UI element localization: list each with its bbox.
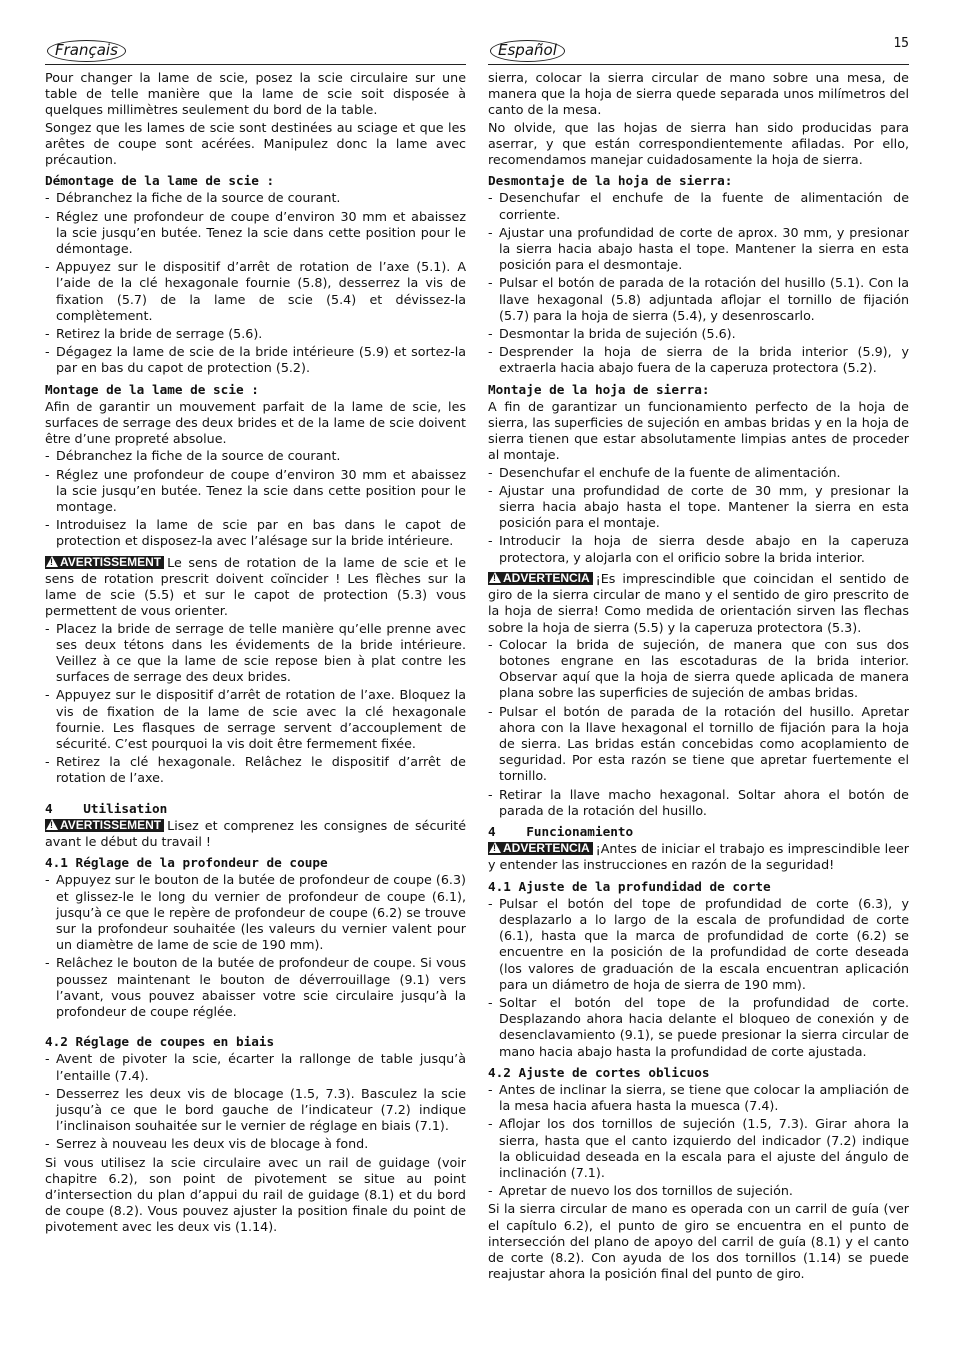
list-item: - Ajustar una profundidad de corte de aprox. 30 mm, y presionar la sierra hacia abajo hasta el tope. Mantener la sierra en esta posición para el desmontaje. [488, 225, 909, 274]
language-label: Español [490, 40, 565, 62]
list-item: - Colocar la brida de sujeción, de manera que con sus dos botones engrane en las escotaduras de la brida interior. Observar aquí que la hoja de sierra quede aplicada de manera plana sobre las superficies de sujeción de ambas bridas. [488, 637, 909, 702]
list-item: - Antes de inclinar la sierra, se tiene que colocar la ampliación de la mesa hacia afuera hasta la muesca (7.4). [488, 1082, 909, 1114]
list-item: - Desenchufar el enchufe de la fuente de alimentación de corriente. [488, 190, 909, 222]
list-item: - Apretar de nuevo los dos tornillos de sujeción. [488, 1183, 909, 1199]
section-heading: Montaje de la hoja de sierra: [488, 381, 710, 397]
list-item: - Retirez la bride de serrage (5.6). [45, 326, 466, 342]
list-item: - Serrez à nouveau les deux vis de blocage à fond. [45, 1136, 466, 1152]
warning-paragraph [488, 841, 909, 873]
subsection-heading: 4.1 Réglage de la profondeur de coupe [45, 855, 328, 871]
list-item: - Réglez une profondeur de coupe d’environ 30 mm et abaissez la scie jusqu’en butée. Tenez la scie dans cette position pour le montage. [45, 467, 466, 516]
subsection-heading: 4.2 Réglage de coupes en biais [45, 1034, 275, 1050]
column-spanish [488, 40, 909, 1283]
intro-paragraph: sierra, colocar la sierra circular de mano sobre una mesa, de manera que la hoja de sierra quede separada unos milímetros del canto de la mesa. [488, 70, 909, 118]
list-item: - Pulsar el botón de parada de la rotación del husillo (5.1). Con la llave hexagonal (5.8) adjuntada aflojar el tornillo de fijación (5.7) para la hoja de sierra (5.4), y desenroscarlo. [488, 275, 909, 324]
section-heading: Montage de la lame de scie : [45, 381, 259, 397]
page-number: 15 [893, 36, 909, 51]
subsection-heading: 4.1 Ajuste de la profundidad de corte [488, 878, 771, 894]
warning-text: Le sens de rotation de la lame de scie et le sens de rotation prescrit doivent coïncider ! Les flèches sur la lame de scie (5.5) et sur le capot de protection (5.3) vous permettent de vous orienter. [45, 554, 466, 619]
column-french [45, 40, 466, 1237]
list-item: - Placez la bride de serrage de telle manière qu’elle prenne avec ses deux tétons dans les évidements de la bride intérieure. Veillez à ce que la lame de scie repose bien à plat contre les surfaces de serrage des deux brides. [45, 621, 466, 686]
list-item: - Retirez la clé hexagonale. Relâchez le dispositif d’arrêt de rotation de l’axe. [45, 754, 466, 786]
language-label: Français [47, 40, 126, 62]
list-item: - Retirar la llave macho hexagonal. Soltar ahora el botón de parada de la rotación del husillo. [488, 787, 909, 819]
body-paragraph: Afin de garantir un mouvement parfait de la lame de scie, les surfaces de serrage des deux brides et de la lame de scie doivent être d’une propreté absolue. [45, 398, 466, 447]
section-heading: 4 Utilisation [45, 800, 168, 816]
warning-label: ADVERTENCIA [503, 841, 590, 856]
intro-paragraph: Pour changer la lame de scie, posez la scie circulaire sur une table de telle manière que la lame de scie soit disposée à quelques millimètres seulement du bord de la table. [45, 70, 466, 118]
language-header [45, 40, 466, 65]
list-item: - Pulsar el botón del tope de profundidad de corte (6.3), y desplazarlo a lo largo de la escala de profundidad de corte (6.1), hasta que la marca de profundidad de corte (6.2) se encuentre en la posición de la profundidad de corte deseada (los valores de graduación de la escala encuentran aplicación para un diámetro de hoja de sierra de 190 mm). [488, 896, 909, 993]
list-item: - Desprender la hoja de sierra de la brida interior (5.9), y extraerla hacia abajo fuera de la caperuza protectora (5.2). [488, 344, 909, 376]
warning-paragraph [45, 555, 466, 620]
list-item: - Ajustar una profundidad de corte de 30 mm, y presionar la sierra hacia abajo hasta el tope. Mantener la sierra en esta posición para el montaje. [488, 483, 909, 532]
list-item: - Réglez une profondeur de coupe d’environ 30 mm et abaissez la scie jusqu’en butée. Tenez la scie dans cette position pour le démontage. [45, 209, 466, 258]
list-item: - Avent de pivoter la scie, écarter la rallonge de table jusqu’à l’entaille (7.4). [45, 1051, 466, 1083]
warning-label: AVERTISSEMENT [60, 817, 162, 832]
language-header [488, 40, 909, 65]
warning-badge [45, 819, 164, 832]
list-item: - Aflojar los dos tornillos de sujeción (1.5, 7.3). Girar ahora la sierra, hasta que el canto izquierdo del indicador (7.2) indique la oblicuidad deseada en la escala para el ajuste del ángulo de inclinación (7.1). [488, 1116, 909, 1181]
list-item: - Appuyez sur le bouton de la butée de profondeur de coupe (6.3) et glissez-le le long du vernier de profondeur de coupe (6.1), jusqu’à ce que le repère de profondeur de coupe (6.2) se trouve sur la profondeur souhaitée (les valeurs du vernier valent pour un diamètre de lame de scie de 190 mm). [45, 872, 466, 953]
warning-badge [488, 572, 593, 585]
section-heading: Desmontaje de la hoja de sierra: [488, 173, 733, 189]
warning-text: ¡Es imprescindible que coincidan el sentido de giro de la sierra circular de mano y el sentido de giro prescrito de la hoja de sierra! Como medida de orientación sirven las flechas sobre la hoja de sierra (5.5) y la caperuza protectora (5.3). [488, 570, 909, 635]
subsection-heading: 4.2 Ajuste de cortes oblicuos [488, 1064, 710, 1080]
warning-paragraph [45, 818, 466, 850]
warning-icon [489, 572, 501, 583]
list-item: - Introduisez la lame de scie par en bas dans le capot de protection et disposez-la avec l’alésage sur la bride intérieure. [45, 517, 466, 549]
list-item: - Pulsar el botón de parada de la rotación del husillo. Apretar ahora con la llave hexagonal el tornillo de fijación para la hoja de sierra. Las bridas están concebidas como acoplamiento de seguridad. Por esta razón se tiene que apretar fuertemente el tornillo. [488, 704, 909, 785]
warning-badge [45, 556, 164, 569]
list-item: - Soltar el botón del tope de la profundidad de corte. Desplazando ahora hacia delante el bloqueo de conexión y de desenclavamiento (9.1), se puede presionar la sierra circular de mano hacia abajo hasta la profundidad de corte ajustada. [488, 995, 909, 1060]
intro-paragraph: No olvide, que las hojas de sierra han sido producidas para aserrar, y que están correspondientemente afiladas. Por ello, recomendamos manejar cuidadosamente la hoja de sierra. [488, 119, 909, 168]
list-item: - Introducir la hoja de sierra desde abajo en la caperuza protectora, y alojarla con el orificio sobre la brida interior. [488, 533, 909, 565]
body-paragraph: A fin de garantizar un funcionamiento perfecto de la hoja de sierra, las superficies de sujeción en ambas bridas y en la hoja de sierra tienen que estar absolutamente limpias antes de proceder al montaje. [488, 398, 909, 463]
list-item: - Desenchufar el enchufe de la fuente de alimentación. [488, 465, 909, 481]
list-item: - Appuyez sur le dispositif d’arrêt de rotation de l’axe. Bloquez la vis de fixation de la lame de scie avec la clé hexagonale fournie. Les flasques de serrage servent d’accouplement de sécurité. C’est pourquoi la vis doit être fermement fixée. [45, 687, 466, 752]
warning-text: ¡Antes de iniciar el trabajo es imprescindible leer y entender las instrucciones en razón de la seguridad! [488, 841, 909, 873]
list-item: - Desserrez les deux vis de blocage (1.5, 7.3). Basculez la scie jusqu’à ce que le bord gauche de l’indicateur (7.2) indique l’inclinaison souhaitée sur le vernier de réglage en biais (7.1). [45, 1086, 466, 1135]
warning-label: ADVERTENCIA [503, 570, 590, 585]
list-item: - Débranchez la fiche de la source de courant. [45, 448, 466, 464]
list-item: - Débranchez la fiche de la source de courant. [45, 190, 466, 206]
section-heading: 4 Funcionamiento [488, 823, 634, 839]
warning-text: Lisez et comprenez les consignes de sécurité avant le début du travail ! [45, 817, 466, 849]
warning-icon [46, 556, 58, 567]
warning-label: AVERTISSEMENT [60, 554, 162, 569]
warning-paragraph [488, 571, 909, 636]
list-item: - Relâchez le bouton de la butée de profondeur de coupe. Si vous poussez maintenant le bouton de déverrouillage (9.1) vers l’avant, vous pouvez abaisser votre scie circulaire jusqu’à la profondeur de coupe réglée. [45, 955, 466, 1020]
list-item: - Dégagez la lame de scie de la bride intérieure (5.9) et sortez-la par en bas du capot de protection (5.2). [45, 344, 466, 376]
warning-badge [488, 842, 593, 855]
warning-icon [489, 842, 501, 853]
body-paragraph: Si la sierra circular de mano es operada con un carril de guía (ver el capítulo 6.2), el punto de giro se encuentra en el punto de intersección del plano de apoyo del carril de guía (8.1) y el canto de corte (8.2). Con ayuda de los dos tornillos (1.14) se puede reajustar ahora la posición final del punto de giro. [488, 1201, 909, 1282]
section-heading: Démontage de la lame de scie : [45, 173, 275, 189]
intro-paragraph: Songez que les lames de scie sont destinées au sciage et que les arêtes de coupe sont acérées. Manipulez donc la lame avec précaution. [45, 119, 466, 168]
list-item: - Appuyez sur le dispositif d’arrêt de rotation de l’axe (5.1). A l’aide de la clé hexagonale fournie (5.8), desserrez la vis de fixation (5.7) de la lame de scie (5.4) et dévissez-la complètement. [45, 259, 466, 324]
list-item: - Desmontar la brida de sujeción (5.6). [488, 326, 909, 342]
body-paragraph: Si vous utilisez la scie circulaire avec un rail de guidage (voir chapitre 6.2), son point de pivotement se situe au point d’intersection du plan d’appui du rail de guidage (8.1) et du bord de coupe (8.2). Vous pouvez ajuster la position finale du point de pivotement avec les deux vis (1.14). [45, 1154, 466, 1235]
warning-icon [46, 819, 58, 830]
